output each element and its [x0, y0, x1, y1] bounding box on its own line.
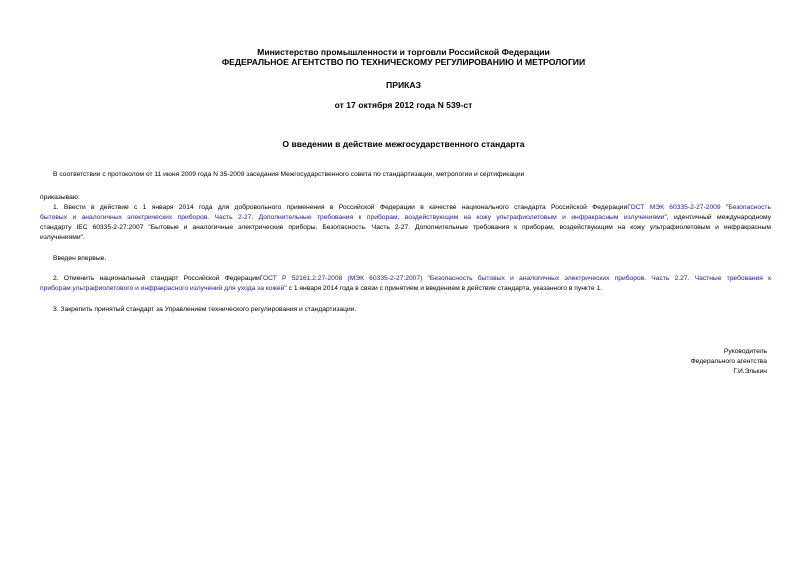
ministry-title: Министерство промышленности и торговли Российской Федерации — [257, 47, 550, 57]
order-word-paragraph — [40, 193, 771, 203]
intro-paragraph — [40, 170, 771, 180]
standard-link-gost-iec[interactable]: ГОСТ МЭК 60335-2-27-2009 "Безопасность — [627, 204, 771, 211]
first-intro-text: Введен впервые. — [53, 255, 107, 262]
document-subject: О введении в действие межгосударственного стандарта — [282, 139, 525, 149]
standard-link-gost-r-cont[interactable]: приборам ультрафиолетового и инфракрасного излучений для ухода за кожей — [40, 285, 285, 292]
agency-title: ФЕДЕРАЛЬНОЕ АГЕНТСТВО ПО ТЕХНИЧЕСКОМУ РЕГУЛИРОВАНИЮ И МЕТРОЛОГИИ — [221, 57, 586, 67]
signature-agency: Федерального агентства — [690, 358, 767, 365]
order-word: приказываю: — [40, 194, 80, 201]
intro-text: В соответствии с протоколом от 11 июня 2009 года N 35-2009 заседания Межгосударственного совета по стандартизации, метрологии и сертификации — [53, 171, 525, 178]
item-2-line-1 — [40, 274, 771, 284]
item-2-text-suffix: " с 1 января 2014 года в связи с принятием и введением в действие стандарта, указанного в пункте 1. — [284, 285, 603, 292]
standard-link-gost-iec-cont[interactable]: бытовых и аналогичных электрических приборов. Часть 2-27. Дополнительные требования к приборам, воздействующим на кожу ультрафиолетовым и инфракрасным излучениями — [40, 214, 665, 221]
first-intro-paragraph — [40, 254, 771, 264]
item-1-line-4: излучениями". — [40, 234, 85, 241]
item-1-line-1 — [40, 203, 771, 213]
item-1-paragraph — [40, 203, 771, 243]
signature-block — [691, 347, 767, 377]
item-2-text: 2. Отменить национальный стандарт Российской Федерации — [53, 275, 260, 282]
signature-position: Руководитель — [723, 348, 767, 355]
item-1-line-2 — [40, 213, 771, 223]
item-3-text: 3. Закрепить принятый стандарт за Управлением технического регулирования и стандартизации. — [53, 306, 357, 313]
document-date: от 17 октября 2012 года N 539-ст — [334, 100, 473, 110]
signature-name: Г.И.Элькин — [733, 368, 767, 375]
item-1-text-suffix: ", идентичный международному — [664, 214, 771, 221]
item-2-line-2 — [40, 284, 771, 294]
item-2-paragraph — [40, 274, 771, 294]
standard-link-gost-r[interactable]: ГОСТ Р 52161.2.27-2008 (МЭК 60335-2-27:2007) "Безопасность бытовых и аналогичных электрических приборов. Часть 2.27. Частные требования к — [259, 275, 771, 282]
item-3-paragraph — [40, 305, 771, 315]
item-1-text: 1. Ввести в действие с 1 января 2014 года для добровольного применения в Российской Федерации в качестве национального стандарта Российской Федерации — [53, 204, 628, 211]
item-1-line-3: стандарту IEC 60335-2-27:2007 "Бытовые и аналогичные электрические приборы. Безопасность. Часть 2-27. Дополнительные требования к приборам, воздействующим на кожу ультрафиолетовым и инфракрасным — [40, 224, 771, 231]
document-type: ПРИКАЗ — [386, 80, 421, 90]
